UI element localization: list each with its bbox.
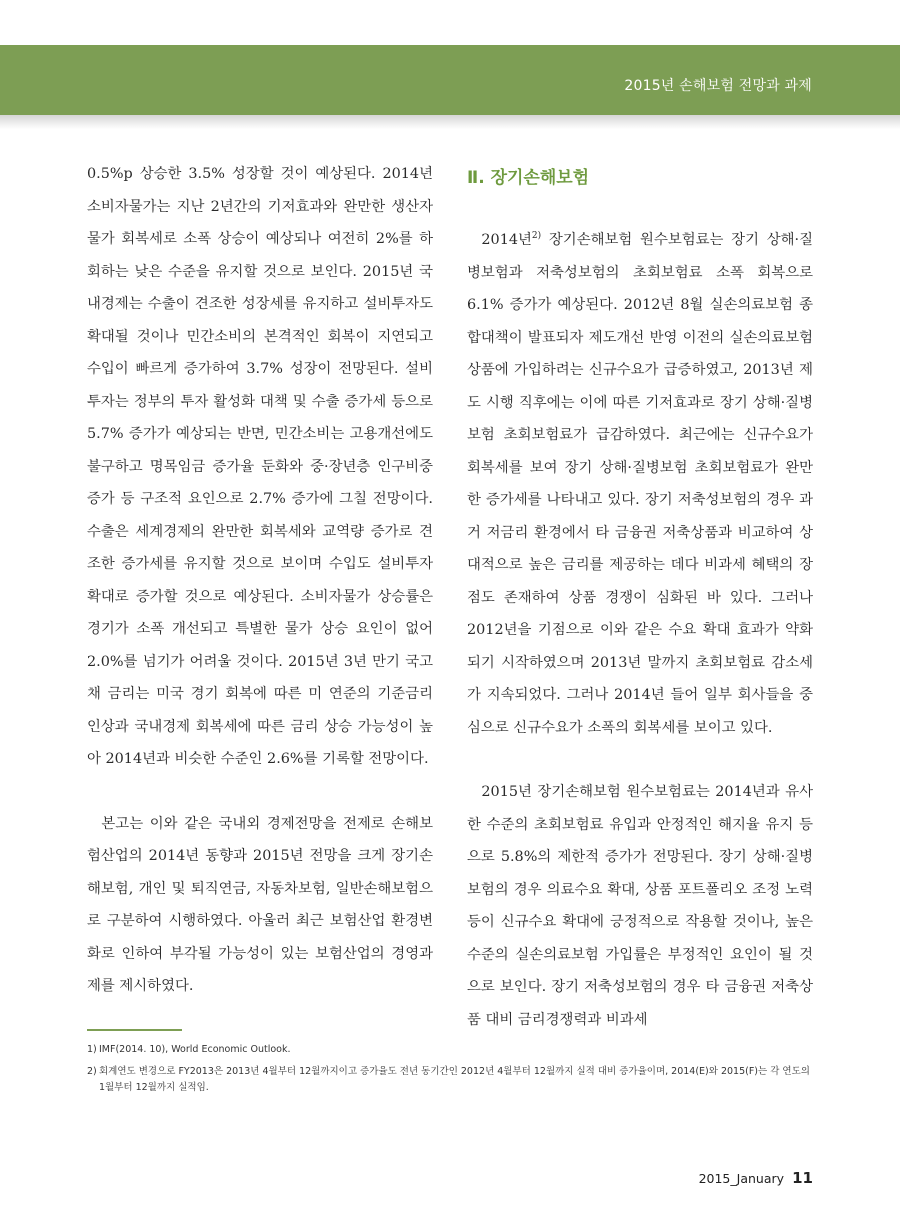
footnotes bbox=[87, 1042, 813, 1102]
footnote-text: 회계연도 변경으로 FY2013은 2013년 4월부터 12월까지이고 증가율도 전년 동기간인 2012년 4월부터 12월까지 실적 대비 증가율이며, 2014(E)와 2015(F)는 각 연도의 1월부터 12월까지 실적임. bbox=[99, 1066, 810, 1093]
footnote-number: 2) bbox=[87, 1066, 97, 1077]
page-footer bbox=[699, 1168, 813, 1187]
header-band bbox=[0, 45, 900, 115]
body-paragraph: 0.5%p 상승한 3.5% 성장할 것이 예상된다. 2014년 소비자물가는 지난 2년간의 기저효과와 완만한 생산자물가 회복세로 소폭 상승이 예상되나 여전히 2%를 하회하는 낮은 수준을 유지할 것으로 보인다. 2015년 국내경제는 수출이 견조한 성장세를 유지하고 설비투자도 확대될 것이나 민간소비의 본격적인 회복이 지연되고 수입이 빠르게 증가하여 3.7% 성장이 전망된다. 설비투자는 정부의 투자 활성화 대책 및 수출 증가세 등으로 5.7% 증가가 예상되는 반면, 민간소비는 고용개선에도 불구하고 명목임금 증가율 둔화와 중·장년층 인구비중 증가 등 구조적 요인으로 2.7% 증가에 그칠 전망이다. 수출은 세계경제의 완만한 회복세와 교역량 증가로 견조한 증가세를 유지할 것으로 보이며 수입도 설비투자 확대로 증가할 것으로 예상된다. 소비자물가 상승률은 경기가 소폭 개선되고 특별한 물가 상승 요인이 없어 2.0%를 넘기가 어려울 것이다. 2015년 3년 만기 국고채 금리는 미국 경기 회복에 따른 미 연준의 기준금리 인상과 국내경제 회복세에 따른 금리 상승 가능성이 높아 2014년과 비슷한 수준인 2.6%를 기록할 전망이다. bbox=[87, 166, 433, 767]
footnote-number: 1) bbox=[87, 1044, 97, 1055]
body-paragraph: 본고는 이와 같은 국내외 경제전망을 전제로 손해보험산업의 2014년 동향과 2015년 전망을 크게 장기손해보험, 개인 및 퇴직연금, 자동차보험, 일반손해보험으로 구분하여 시행하였다. 아울러 최근 보험산업 환경변화로 인하여 부각될 가능성이 있는 보험산업의 경영과제를 제시하였다. bbox=[87, 815, 433, 994]
footnote bbox=[87, 1064, 813, 1096]
footnote-text: IMF(2014. 10), World Economic Outlook. bbox=[99, 1044, 291, 1055]
left-column bbox=[87, 158, 433, 1003]
page-number: 11 bbox=[792, 1169, 813, 1187]
footnote-divider bbox=[87, 1029, 182, 1031]
running-header-title: 2015년 손해보험 전망과 과제 bbox=[624, 78, 812, 94]
paragraph-text: 장기손해보험 원수보험료는 장기 상해·질병보험과 저축성보험의 초회보험료 소폭 회복으로 6.1% 증가가 예상된다. 2012년 8월 실손의료보험 종합대책이 발표되자 제도개선 반영 이전의 실손의료보험 상품에 가입하려는 신규수요가 급증하였고, 2013년 제도 시행 직후에는 이에 따른 기저효과로 장기 상해·질병보험 초회보험료가 급감하였다. 최근에는 신규수요가 회복세를 보여 장기 상해·질병보험 초회보험료가 완만한 증가세를 나타내고 있다. 장기 저축성보험의 경우 과거 저금리 환경에서 타 금융권 저축상품과 비교하여 상대적으로 높은 금리를 제공하는 데다 비과세 혜택의 장점도 존재하여 상품 경쟁이 심화된 바 있다. 그러나 2012년을 기점으로 이와 같은 수요 확대 효과가 약화되기 시작하였으며 2013년 말까지 초회보험료 감소세가 지속되었다. 그러나 2014년 들어 일부 회사들을 중심으로 신규수요가 소폭의 회복세를 보이고 있다. bbox=[467, 232, 813, 736]
footnote bbox=[87, 1042, 813, 1058]
year-lead: 2014년 bbox=[481, 232, 532, 248]
footnote-reference[interactable]: 2) bbox=[531, 231, 542, 242]
right-column bbox=[467, 158, 813, 1036]
body-paragraph: 2015년 장기손해보험 원수보험료는 2014년과 유사한 수준의 초회보험료 유입과 안정적인 해지율 유지 등으로 5.8%의 제한적 증가가 전망된다. 장기 상해·질병보험의 경우 의료수요 확대, 상품 포트폴리오 조정 노력 등이 신규수요 확대에 긍정적으로 작용할 것이나, 높은 수준의 실손의료보험 가입률은 부정적인 요인이 될 것으로 보인다. 장기 저축성보험의 경우 타 금융권 저축상품 대비 금리경쟁력과 비과세 bbox=[467, 784, 813, 1028]
header-shadow bbox=[0, 115, 900, 129]
issue-label: 2015_January bbox=[698, 1171, 785, 1186]
section-heading: Ⅱ. 장기손해보험 bbox=[467, 168, 590, 188]
body-paragraph bbox=[467, 224, 813, 744]
